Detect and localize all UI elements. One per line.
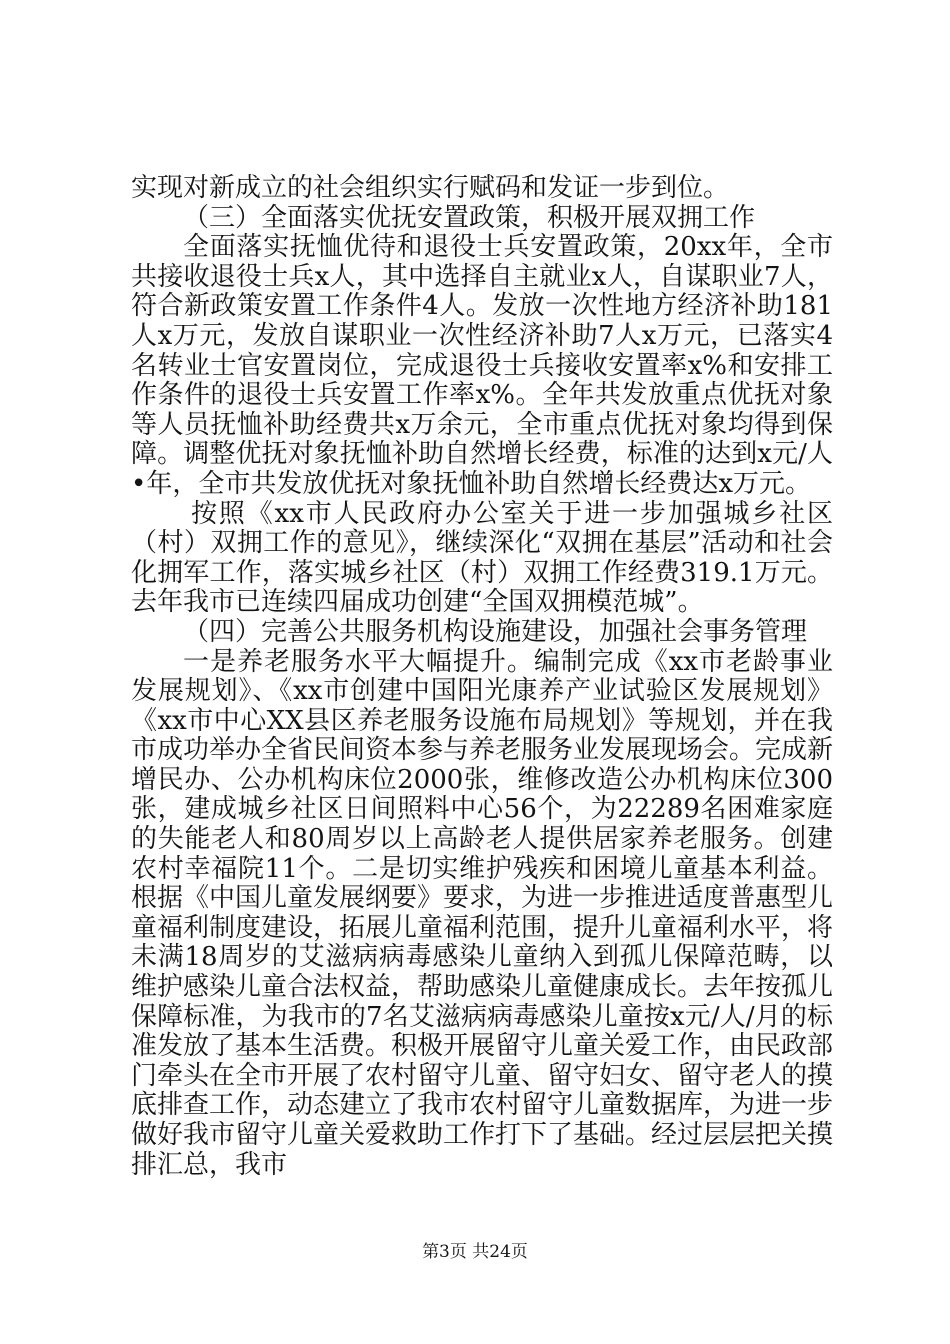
section-heading-4: （四）完善公共服务机构设施建设，加强社会事务管理 <box>183 616 808 647</box>
paragraph-veteran-placement: 全面落实抚恤优待和退役士兵安置政策，20xx年，全市共接收退役士兵x人，其中选择自主就业x人，自谋职业7人，符合新政策安置工作条件4人。发放一次性地方经济补助181人x万元，发放自谋职业一次性经济补助7人x万元，已落实4名转业士官安置岗位，完成退役士兵接收安置率x%和安排工作条件的退役士兵安置工作率x%。全年共发放重点优抚对象等人员抚恤补助经费共x万余元，全市重点优抚对象均得到保障。调整优抚对象抚恤补助自然增长经费，标准的达到x元/人•年，全市共发放优抚对象抚恤补助自然增长经费达x万元。 <box>131 232 833 499</box>
section-heading-3: （三）全面落实优抚安置政策，积极开展双拥工作 <box>183 202 756 233</box>
paragraph-elderly-care: 一是养老服务水平大幅提升。编制完成《xx市老龄事业发展规划》、《xx市创建中国阳光康养产业试验区发展规划》《xx市中心XX县区养老服务设施布局规划》等规划，并在我市成功举办全省民间资本参与养老服务业发展现场会。完成新增民办、公办机构床位2000张，维修改造公办机构床位300张，建成城乡社区日间照料中心56个，为22289名困难家庭的失能老人和80周岁以上高龄老人提供居家养老服务。创建农村幸福院11个。二是切实维护残疾和困境儿童基本利益。根据《中国儿童发展纲要》要求，为进一步推进适度普惠型儿童福利制度建设，拓展儿童福利范围，提升儿童福利水平，将未满18周岁的艾滋病病毒感染儿童纳入到孤儿保障范畴，以维护感染儿童合法权益，帮助感染儿童健康成长。去年按孤儿保障标准，为我市的7名艾滋病病毒感染儿童按x元/人/月的标准发放了基本生活费。积极开展留守儿童关爱工作，由民政部门牵头在全市开展了农村留守儿童、留守妇女、留守老人的摸底排查工作，动态建立了我市农村留守儿童数据库，为进一步做好我市留守儿童关爱救助工作打下了基础。经过层层把关摸排汇总，我市 <box>131 646 834 1180</box>
document-body <box>131 174 833 1180</box>
page-number-footer: 第3页 共24页 <box>422 1242 528 1262</box>
paragraph-continuation: 实现对新成立的社会组织实行赋码和发证一步到位。 <box>131 173 730 203</box>
paragraph-double-support: 按照《xx市人民政府办公室关于进一步加强城乡社区（村）双拥工作的意见》，继续深化“双拥在基层”活动和社会化拥军工作，落实城乡社区（村）双拥工作经费319.1万元。去年我市已连续四届成功创建“全国双拥模范城”。 <box>131 498 833 618</box>
